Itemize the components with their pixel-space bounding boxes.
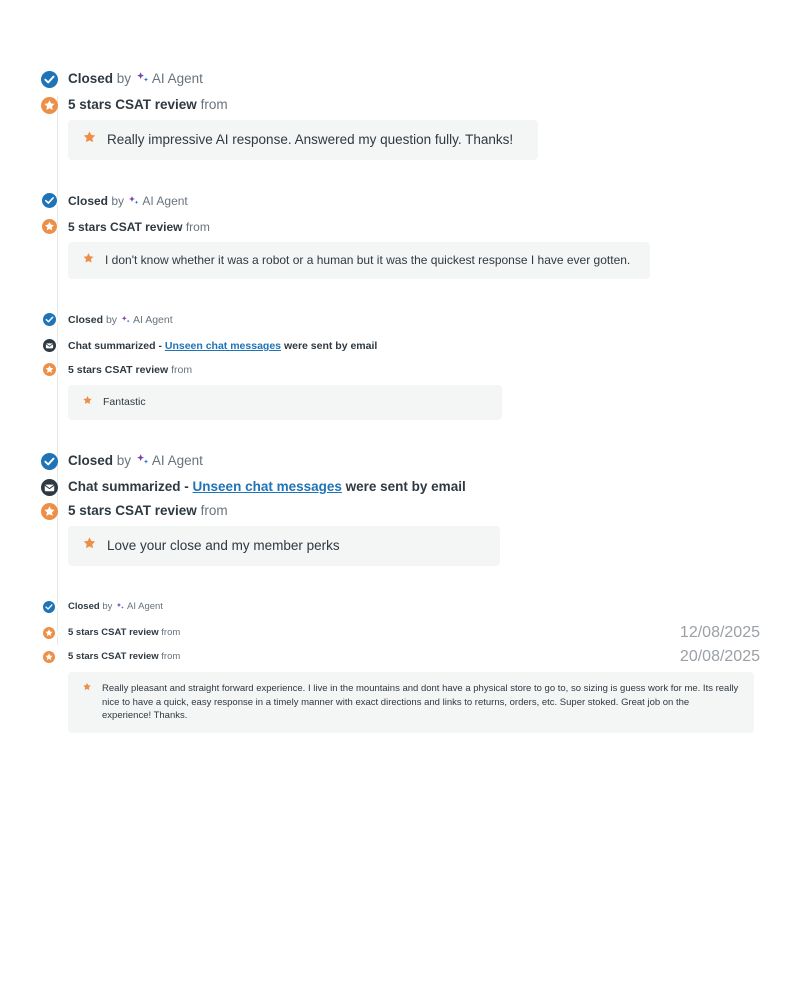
- star-icon: [82, 682, 92, 695]
- event-csat-review: [40, 218, 760, 236]
- csat-review-comment: [68, 120, 538, 160]
- event-csat-review: [40, 502, 760, 520]
- event-csat-review: [40, 648, 760, 666]
- check-circle-icon: [40, 452, 58, 470]
- check-circle-icon: [40, 192, 58, 210]
- ai-agent-icon: [128, 194, 140, 212]
- event-csat-review: [40, 361, 760, 379]
- star-icon: [82, 536, 97, 554]
- event-timestamp: 12/08/2025: [679, 623, 760, 641]
- check-circle-icon: [40, 311, 58, 329]
- event-closed: [40, 452, 760, 472]
- event-group: [40, 311, 760, 420]
- event-chat-summarized: [40, 337, 760, 355]
- group-spacer: [40, 580, 760, 598]
- event-closed-text: Closed by AI Agent: [68, 598, 760, 618]
- event-csat-text: 5 stars CSAT review from: [68, 626, 181, 638]
- star-circle-icon: [40, 648, 58, 666]
- star-icon: [82, 252, 95, 267]
- event-closed-text: Closed by AI Agent: [68, 311, 760, 331]
- event-group: [40, 70, 760, 160]
- star-circle-icon: [40, 361, 58, 379]
- event-group: [40, 598, 760, 733]
- group-spacer: [40, 174, 760, 192]
- group-spacer: [40, 293, 760, 311]
- check-circle-icon: [40, 70, 58, 88]
- group-spacer: [40, 434, 760, 452]
- event-closed: [40, 311, 760, 331]
- event-closed: [40, 192, 760, 212]
- star-icon: [82, 395, 93, 409]
- event-group: [40, 192, 760, 279]
- ai-agent-icon: [121, 313, 131, 331]
- review-text: Love your close and my member perks: [107, 538, 340, 554]
- ai-agent-icon: [136, 71, 150, 90]
- review-text: I don't know whether it was a robot or a human but it was the quickest response I have ever gotten.: [105, 252, 631, 267]
- unseen-chat-messages-link[interactable]: Unseen chat messages: [164, 339, 282, 352]
- group-spacer: [40, 747, 760, 765]
- star-circle-icon: [40, 96, 58, 114]
- event-closed: [40, 70, 760, 90]
- event-csat-review: [40, 624, 760, 642]
- event-csat-text: 5 stars CSAT review from: [68, 363, 193, 376]
- star-icon: [82, 130, 97, 148]
- event-csat-text: 5 stars CSAT review from: [68, 97, 228, 112]
- event-closed: [40, 598, 760, 618]
- event-closed-text: Closed by AI Agent: [68, 70, 760, 90]
- unseen-chat-messages-link[interactable]: Unseen chat messages: [192, 479, 342, 495]
- csat-review-comment: [68, 385, 502, 420]
- event-csat-review: [40, 96, 760, 114]
- event-csat-text: 5 stars CSAT review from: [68, 650, 181, 662]
- event-closed-text: Closed by AI Agent: [68, 452, 760, 472]
- timeline-groups: [40, 70, 760, 765]
- review-text: Fantastic: [103, 395, 146, 408]
- csat-review-comment: [68, 242, 650, 279]
- csat-review-comment: [68, 672, 754, 733]
- review-text: Really pleasant and straight forward experience. I live in the mountains and dont have a physical store to go to, so sizing is guess work for me. Its really nice to have a quick, easy response in a timely manner with exact directions and links to returns, orders, etc. Super stoked. Great job on the experience! Thanks.: [102, 682, 739, 722]
- star-circle-icon: [40, 624, 58, 642]
- event-group: [40, 452, 760, 566]
- review-text: Really impressive AI response. Answered my question fully. Thanks!: [107, 132, 514, 147]
- ai-agent-icon: [116, 600, 125, 618]
- csat-review-comment: [68, 526, 500, 566]
- event-csat-text: 5 stars CSAT review from: [68, 219, 210, 234]
- ai-agent-icon: [136, 453, 150, 472]
- event-closed-text: Closed by AI Agent: [68, 192, 760, 212]
- envelope-icon: [40, 478, 58, 496]
- envelope-icon: [40, 337, 58, 355]
- event-csat-text: 5 stars CSAT review from: [68, 503, 228, 519]
- event-chat-summarized-text: Chat summarized - Unseen chat messages were sent by email: [68, 479, 466, 495]
- event-timestamp: 20/08/2025: [679, 647, 760, 665]
- star-circle-icon: [40, 502, 58, 520]
- star-circle-icon: [40, 218, 58, 236]
- event-chat-summarized: [40, 478, 760, 496]
- check-circle-icon: [40, 598, 58, 616]
- event-chat-summarized-text: Chat summarized - Unseen chat messages were sent by email: [68, 339, 378, 352]
